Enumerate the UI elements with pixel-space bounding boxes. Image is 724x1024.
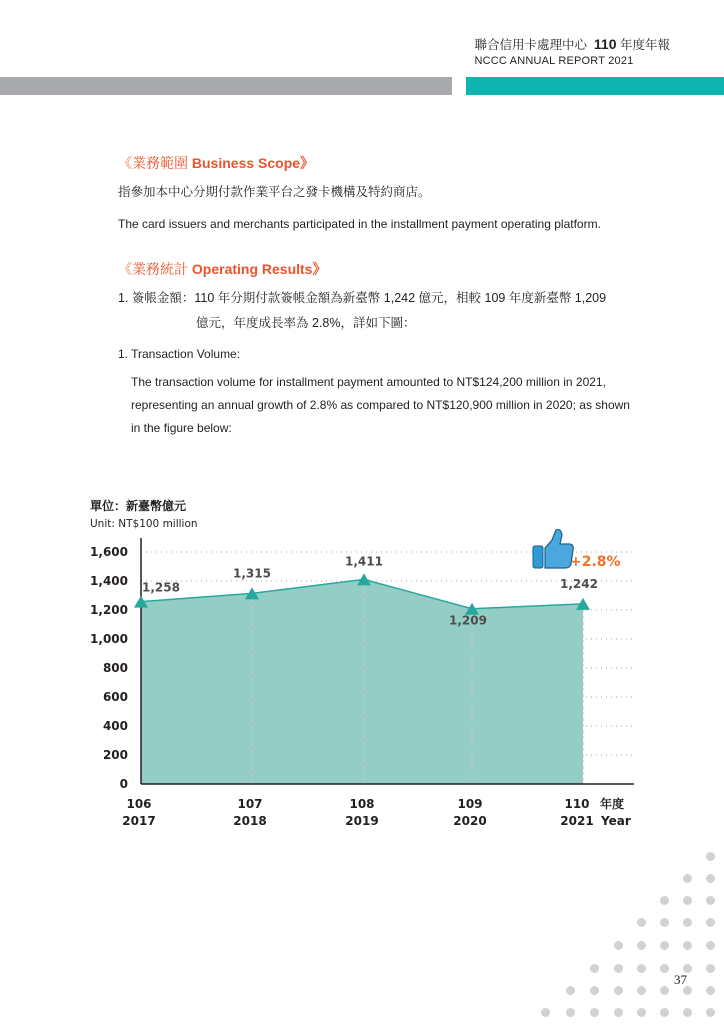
decorative-dot xyxy=(614,964,623,973)
y-tick-label-5: 1,000 xyxy=(90,632,128,646)
business-scope-text-zh: 指參加本中心分期付款作業平台之發卡機構及特約商店。 xyxy=(118,185,431,199)
page-number: 37 xyxy=(674,972,687,987)
y-tick-label-0: 0 xyxy=(119,777,128,791)
chart-y-ticks xyxy=(90,545,128,791)
y-tick-label-2: 400 xyxy=(102,719,128,733)
decorative-dot xyxy=(637,918,646,927)
report-header xyxy=(474,36,670,69)
y-tick-label-7: 1,400 xyxy=(90,574,128,588)
thumb-cuff xyxy=(533,546,543,568)
item1-en-line2: representing an annual growth of 2.8% as compared to NT$120,900 million in 2020; as shown xyxy=(131,398,630,412)
item1-en-line3: in the figure below: xyxy=(131,421,232,435)
business-scope-heading-zh: 《業務範圍 xyxy=(118,155,188,171)
item1-en-title: 1. Transaction Volume: xyxy=(118,347,241,361)
decorative-dot xyxy=(706,941,715,950)
decorative-dot xyxy=(706,896,715,905)
item1-en-line1: The transaction volume for installment payment amounted to NT$124,200 million in 2021, xyxy=(131,375,606,389)
decorative-dot xyxy=(706,918,715,927)
decorative-dot xyxy=(590,986,599,995)
data-label-0: 1,258 xyxy=(142,580,180,595)
data-label-1: 1,315 xyxy=(233,566,271,581)
decorative-dot xyxy=(706,964,715,973)
chart-unit-zh: 單位：新臺幣億元 xyxy=(90,499,187,513)
decorative-dot xyxy=(566,986,575,995)
decorative-dot xyxy=(660,941,669,950)
decorative-dot xyxy=(614,1008,623,1017)
x-tick-year-4: 2021 xyxy=(560,814,594,828)
business-scope-text-en: The card issuers and merchants participated in the installment payment operating platform. xyxy=(118,217,601,231)
report-title-en: NCCC ANNUAL REPORT 2021 xyxy=(474,55,634,67)
title-zh-year: 110 xyxy=(593,36,617,52)
header-bar-teal xyxy=(466,77,724,95)
decorative-dot xyxy=(660,964,669,973)
y-tick-label-3: 600 xyxy=(102,690,128,704)
y-tick-label-4: 800 xyxy=(102,661,128,675)
decorative-dot xyxy=(590,964,599,973)
operating-results-heading-en: Operating Results》 xyxy=(191,261,327,277)
business-scope-heading xyxy=(118,153,314,173)
thumb-hand xyxy=(545,530,573,568)
chart-unit-en: Unit: NT$100 million xyxy=(90,518,198,530)
data-label-4: 1,242 xyxy=(560,576,598,591)
decorative-dot xyxy=(683,918,692,927)
decorative-dot xyxy=(614,986,623,995)
x-tick-roc-1: 107 xyxy=(237,797,263,811)
item1-zh-line2: 億元，年度成長率為 2.8%，詳如下圖： xyxy=(196,316,416,330)
chart-x-unit-en: Year xyxy=(601,814,631,828)
title-zh-suffix: 年度年報 xyxy=(619,38,670,52)
y-tick-label-6: 1,200 xyxy=(90,603,128,617)
thumbs-up-icon xyxy=(533,530,573,568)
title-zh-prefix: 聯合信用卡處理中心 xyxy=(474,38,587,52)
report-title-zh xyxy=(474,36,670,53)
decorative-dot xyxy=(683,874,692,883)
decorative-dot xyxy=(637,986,646,995)
decorative-dot xyxy=(683,896,692,905)
header-bar-gray xyxy=(0,77,452,95)
chart-x-ticks xyxy=(122,797,593,828)
decorative-dot xyxy=(590,1008,599,1017)
y-tick-label-8: 1,600 xyxy=(90,545,128,559)
x-tick-roc-4: 110 xyxy=(564,797,590,811)
decorative-dot xyxy=(637,1008,646,1017)
decorative-dot xyxy=(660,986,669,995)
decorative-dot xyxy=(683,941,692,950)
decorative-dot xyxy=(660,918,669,927)
x-tick-year-2: 2019 xyxy=(345,814,379,828)
decorative-dot xyxy=(660,1008,669,1017)
growth-label: +2.8% xyxy=(570,554,621,570)
business-scope-heading-en: Business Scope》 xyxy=(191,155,315,171)
x-tick-year-3: 2020 xyxy=(453,814,487,828)
decorative-dot xyxy=(683,1008,692,1017)
decorative-dot xyxy=(706,852,715,861)
y-tick-label-1: 200 xyxy=(102,748,128,762)
decorative-dot xyxy=(637,941,646,950)
chart-x-unit-zh: 年度 xyxy=(600,797,625,811)
decorative-dot xyxy=(566,1008,575,1017)
operating-results-heading xyxy=(118,259,326,279)
operating-results-heading-zh: 《業務統計 xyxy=(118,261,188,277)
decorative-dot xyxy=(614,941,623,950)
decorative-dot xyxy=(660,896,669,905)
decorative-dot xyxy=(706,1008,715,1017)
data-label-2: 1,411 xyxy=(345,554,383,569)
x-tick-year-0: 2017 xyxy=(122,814,156,828)
x-tick-year-1: 2018 xyxy=(233,814,267,828)
x-tick-roc-0: 106 xyxy=(126,797,152,811)
item1-zh-line1: 1. 簽帳金額：110 年分期付款簽帳金額為新臺幣 1,242 億元，相較 109 年度新臺幣 1,209 xyxy=(118,291,607,305)
decorative-dot xyxy=(637,964,646,973)
data-label-3: 1,209 xyxy=(449,613,487,628)
decorative-dot xyxy=(541,1008,550,1017)
x-tick-roc-2: 108 xyxy=(349,797,375,811)
transaction-volume-chart xyxy=(0,490,724,850)
chart-area-fill xyxy=(141,579,583,784)
decorative-dot xyxy=(706,986,715,995)
x-tick-roc-3: 109 xyxy=(457,797,483,811)
decorative-dot xyxy=(706,874,715,883)
